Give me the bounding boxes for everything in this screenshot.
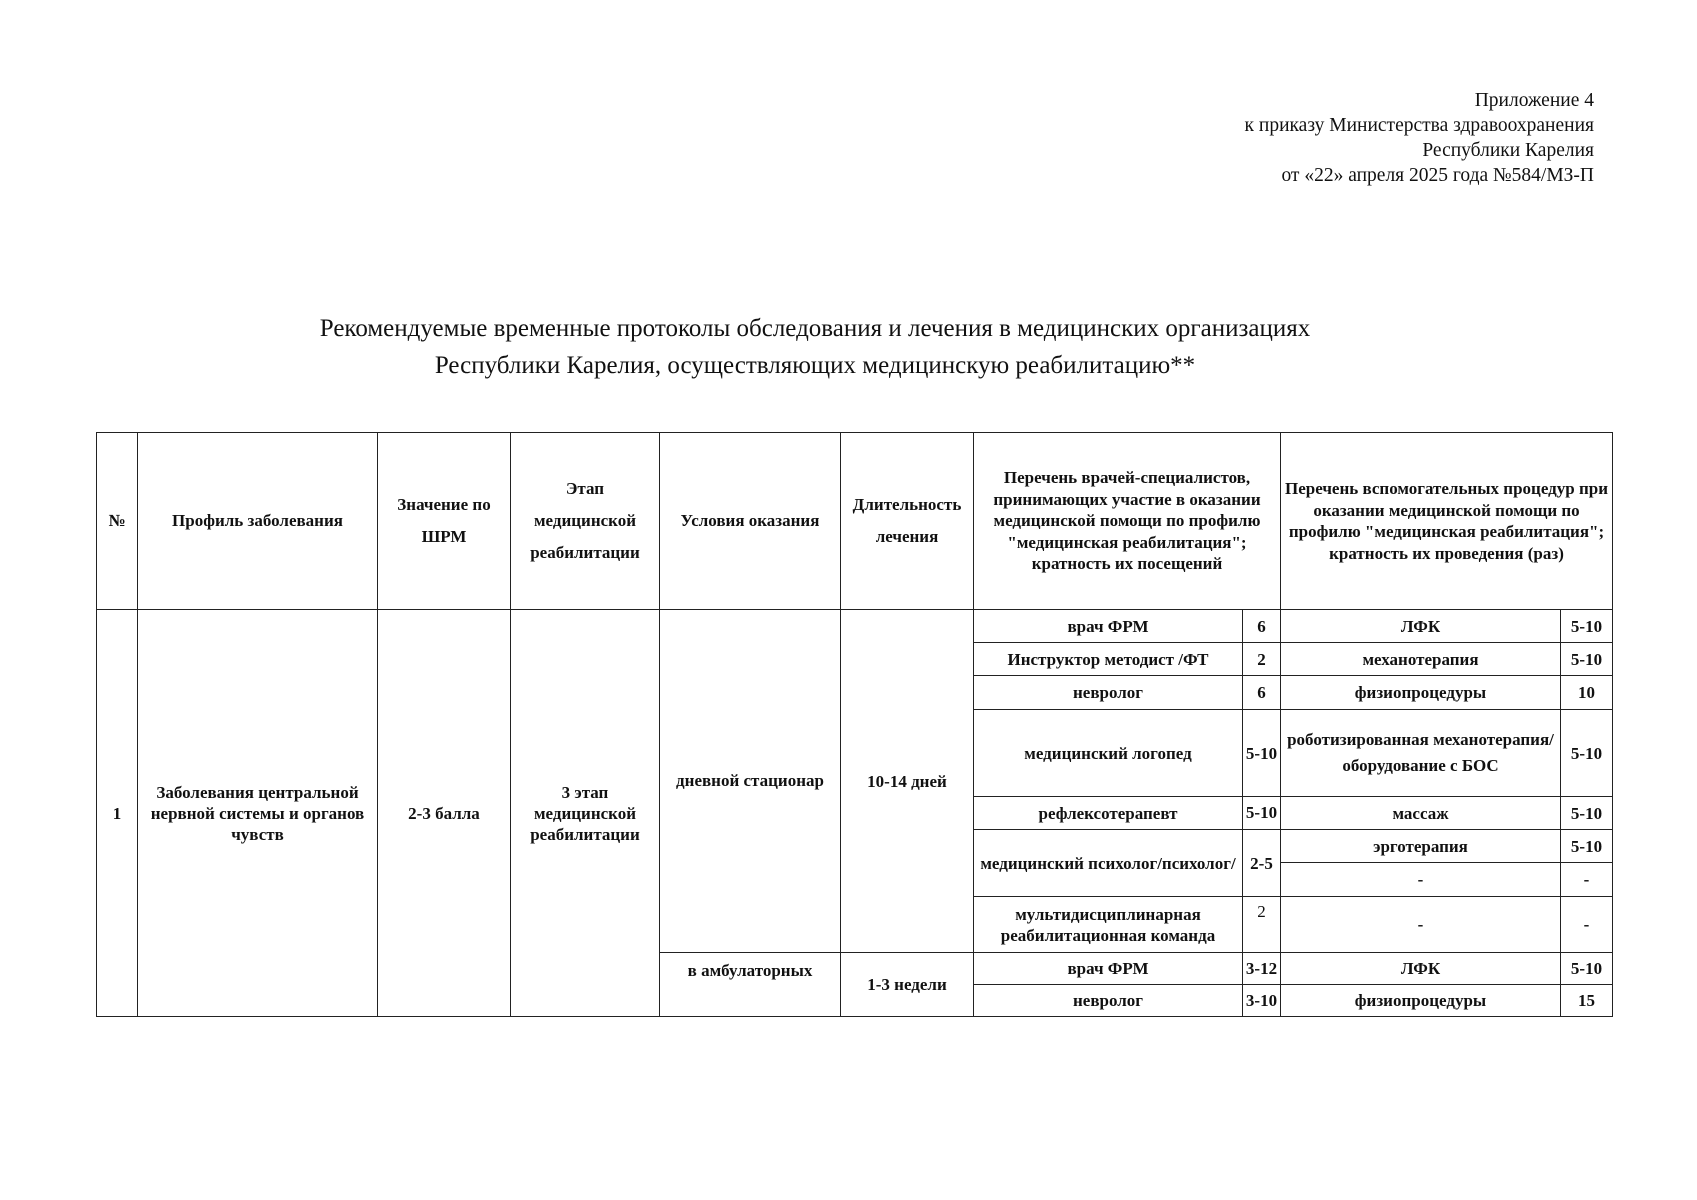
procedure-count: 5-10 bbox=[1561, 643, 1613, 676]
outpatient-duration: 1-3 недели bbox=[841, 953, 974, 1017]
procedure-name: ЛФК bbox=[1281, 953, 1561, 985]
title-line-2: Республики Карелия, осуществляющих медицинскую реабилитацию** bbox=[434, 352, 1196, 379]
outpatient-conditions: в амбулаторных bbox=[660, 953, 841, 1017]
procedure-name: физиопроцедуры bbox=[1281, 676, 1561, 710]
specialist-count: 2 bbox=[1243, 897, 1281, 953]
procedure-name: массаж bbox=[1281, 797, 1561, 830]
specialist-name: рефлексотерапевт bbox=[974, 797, 1243, 830]
appendix-block bbox=[1245, 88, 1594, 188]
specialist-name: медицинский логопед bbox=[974, 710, 1243, 797]
header-profile: Профиль заболевания bbox=[138, 433, 378, 610]
header-conditions: Условия оказания bbox=[660, 433, 841, 610]
specialist-name: Инструктор методист /ФТ bbox=[974, 643, 1243, 676]
specialist-name: невролог bbox=[974, 676, 1243, 710]
day-hospital-duration: 10-14 дней bbox=[841, 610, 974, 953]
specialist-name: невролог bbox=[974, 985, 1243, 1017]
specialist-name: мультидисциплинарная реабилитационная команда bbox=[974, 897, 1243, 953]
header-stage: Этап медицинской реабилитации bbox=[511, 433, 660, 610]
procedure-name: физиопроцедуры bbox=[1281, 985, 1561, 1017]
procedure-count: 5-10 bbox=[1561, 953, 1613, 985]
row-stage: 3 этап медицинской реабилитации bbox=[511, 610, 660, 1017]
specialist-count: 6 bbox=[1243, 610, 1281, 643]
header-procedures: Перечень вспомогательных процедур при оказании медицинской помощи по профилю "медицинская реабилитация"; кратность их проведения (раз) bbox=[1281, 433, 1613, 610]
specialist-count: 5-10 bbox=[1243, 710, 1281, 797]
header-num: № bbox=[97, 433, 138, 610]
procedure-name: - bbox=[1281, 863, 1561, 897]
procedure-count: 10 bbox=[1561, 676, 1613, 710]
title-line-1: Рекомендуемые временные протоколы обследования и лечения в медицинских организациях bbox=[319, 315, 1311, 342]
table-header-row bbox=[97, 433, 1613, 610]
specialist-count: 3-12 bbox=[1243, 953, 1281, 985]
procedure-name: эрготерапия bbox=[1281, 830, 1561, 863]
procedure-count: 5-10 bbox=[1561, 710, 1613, 797]
procedure-name: роботизированная механотерапия/оборудование с БОС bbox=[1281, 710, 1561, 797]
specialist-count: 3-10 bbox=[1243, 985, 1281, 1017]
specialist-name: медицинский психолог/психолог/ bbox=[974, 830, 1243, 897]
row-shrm: 2-3 балла bbox=[378, 610, 511, 1017]
procedure-name: - bbox=[1281, 897, 1561, 953]
procedure-count: 15 bbox=[1561, 985, 1613, 1017]
specialist-count: 5-10 bbox=[1243, 797, 1281, 830]
document-title bbox=[0, 310, 1630, 384]
day-hospital-conditions: дневной стационар bbox=[660, 610, 841, 953]
procedure-name: ЛФК bbox=[1281, 610, 1561, 643]
specialist-name: врач ФРМ bbox=[974, 610, 1243, 643]
row-num: 1 bbox=[97, 610, 138, 1017]
specialist-count: 6 bbox=[1243, 676, 1281, 710]
protocol-table bbox=[96, 432, 1613, 1017]
procedure-count: - bbox=[1561, 863, 1613, 897]
procedure-count: 5-10 bbox=[1561, 830, 1613, 863]
header-specialists: Перечень врачей-специалистов, принимающих участие в оказании медицинской помощи по профилю "медицинская реабилитация"; кратность их посещений bbox=[974, 433, 1281, 610]
header-shrm: Значение по ШРМ bbox=[378, 433, 511, 610]
header-duration: Длительность лечения bbox=[841, 433, 974, 610]
appendix-line-4: от «22» апреля 2025 года №584/МЗ-П bbox=[1281, 165, 1594, 186]
procedure-count: 5-10 bbox=[1561, 610, 1613, 643]
procedure-count: - bbox=[1561, 897, 1613, 953]
specialist-count: 2-5 bbox=[1243, 830, 1281, 897]
appendix-line-3: Республики Карелия bbox=[1422, 140, 1594, 161]
procedure-count: 5-10 bbox=[1561, 797, 1613, 830]
row-profile: Заболевания центральной нервной системы и органов чувств bbox=[138, 610, 378, 1017]
procedure-name: механотерапия bbox=[1281, 643, 1561, 676]
appendix-line-2: к приказу Министерства здравоохранения bbox=[1244, 115, 1594, 136]
table-row bbox=[97, 610, 1613, 643]
appendix-line-1: Приложение 4 bbox=[1474, 90, 1594, 111]
specialist-name: врач ФРМ bbox=[974, 953, 1243, 985]
specialist-count: 2 bbox=[1243, 643, 1281, 676]
